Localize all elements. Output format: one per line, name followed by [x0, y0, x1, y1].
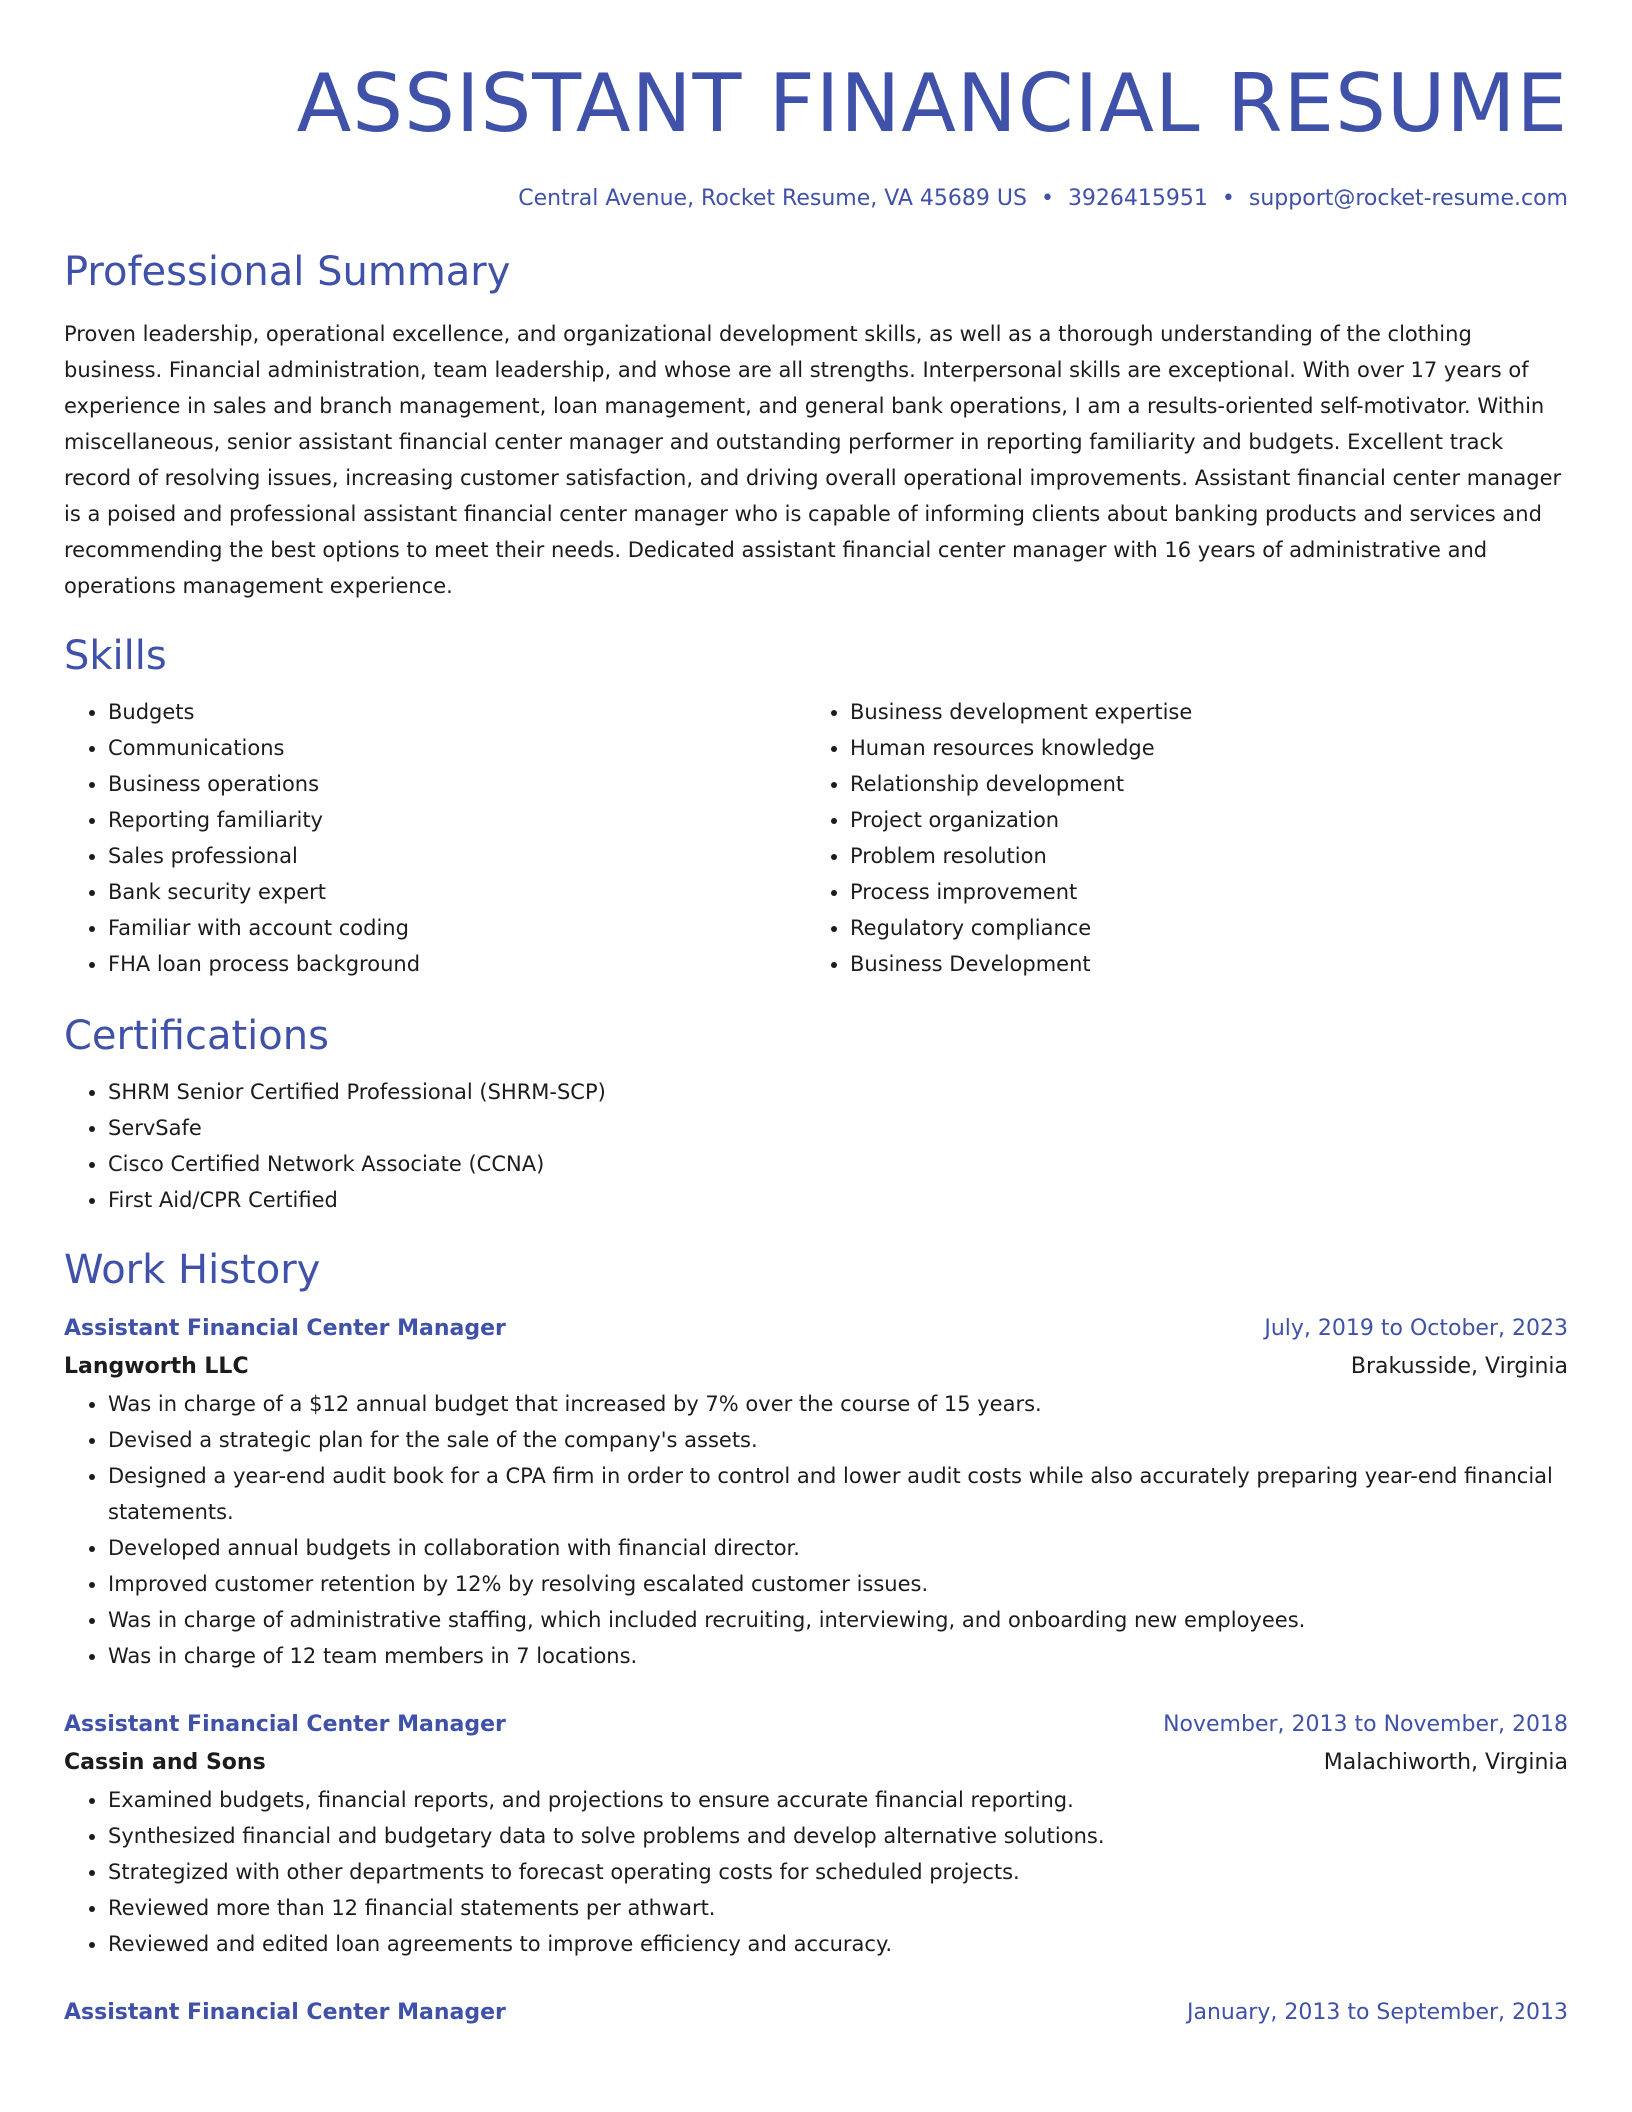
job-header	[64, 1994, 1568, 2032]
certifications-section	[64, 1010, 1568, 1218]
job-subheader	[64, 1744, 1568, 1782]
skills-section	[64, 630, 1568, 982]
skills-columns	[64, 694, 1568, 982]
certifications-heading: Certifications	[64, 1013, 329, 1059]
skill-item: • Problem resolution	[850, 838, 1548, 874]
job-title: Assistant Financial Center Manager	[64, 1316, 506, 1341]
job-bullet: • Reviewed more than 12 financial statements per athwart.	[108, 1890, 1568, 1926]
job-bullet: • Developed annual budgets in collaboration with financial director.	[108, 1530, 1568, 1566]
skill-item: • Business operations	[108, 766, 806, 802]
work-history-heading: Work History	[64, 1247, 321, 1293]
skill-item: • Process improvement	[850, 874, 1548, 910]
job-bullet: • Was in charge of administrative staffing, which included recruiting, interviewing, and onboarding new employees.	[108, 1602, 1568, 1638]
skill-item: • Bank security expert	[108, 874, 806, 910]
job-dates: January, 2013 to September, 2013	[1186, 2000, 1568, 2025]
job-bullet: • Reviewed and edited loan agreements to improve efficiency and accuracy.	[108, 1926, 1568, 1962]
job-entry	[64, 1310, 1568, 1674]
resume-title: ASSISTANT FINANCIAL RESUME	[296, 57, 1568, 150]
skill-item: • Regulatory compliance	[850, 910, 1548, 946]
skill-item: • Familiar with account coding	[108, 910, 806, 946]
skill-item: • Communications	[108, 730, 806, 766]
job-entry	[64, 1994, 1568, 2032]
job-header	[64, 1310, 1568, 1348]
job-company: Langworth LLC	[64, 1354, 249, 1379]
summary-text: Proven leadership, operational excellence, and organizational development skills, as well as a thorough understanding of the clothing business. Financial administration, team leadership, and whose are all strengths. Interpersonal skills are exceptional. With over 17 years of experience in sales and branch management, loan management, and general bank operations, I am a results-oriented self-motivator. Within miscellaneous, senior assistant financial center manager and outstanding performer in reporting familiarity and budgets. Excellent track record of resolving issues, increasing customer satisfaction, and driving overall operational improvements. Assistant financial center manager is a poised and professional assistant financial center manager who is capable of informing clients about banking products and services and recommending the best options to meet their needs. Dedicated assistant financial center manager with 16 years of administrative and operations management experience.	[64, 322, 1562, 598]
job-dates: July, 2019 to October, 2023	[1264, 1316, 1568, 1341]
skills-heading: Skills	[64, 633, 167, 679]
skills-column-left	[64, 694, 806, 982]
skill-item: • Project organization	[850, 802, 1548, 838]
resume-page	[64, 0, 1568, 2032]
job-bullet: • Designed a year-end audit book for a CPA firm in order to control and lower audit costs while also accurately preparing year-end financial statements.	[108, 1458, 1568, 1530]
summary-section	[64, 246, 1568, 604]
contact-separator: •	[1221, 186, 1235, 211]
job-bullet: • Examined budgets, financial reports, and projections to ensure accurate financial reporting.	[108, 1782, 1568, 1818]
job-location: Brakusside, Virginia	[1350, 1354, 1568, 1379]
contact-phone: 3926415951	[1067, 186, 1208, 211]
certification-item: • ServSafe	[108, 1110, 1568, 1146]
certification-item: • Cisco Certified Network Associate (CCNA)	[108, 1146, 1568, 1182]
skill-item: • Relationship development	[850, 766, 1548, 802]
job-bullet: • Strategized with other departments to forecast operating costs for scheduled projects.	[108, 1854, 1568, 1890]
certification-item: • First Aid/CPR Certified	[108, 1182, 1568, 1218]
job-subheader	[64, 1348, 1568, 1386]
contact-address: Central Avenue, Rocket Resume, VA 45689 US	[518, 186, 1027, 211]
skill-item: • Business development expertise	[850, 694, 1548, 730]
job-bullet: • Synthesized financial and budgetary data to solve problems and develop alternative solutions.	[108, 1818, 1568, 1854]
skills-column-right	[806, 694, 1548, 982]
job-bullet: • Devised a strategic plan for the sale of the company's assets.	[108, 1422, 1568, 1458]
job-title: Assistant Financial Center Manager	[64, 2000, 506, 2025]
skill-item: • Reporting familiarity	[108, 802, 806, 838]
job-entry	[64, 1706, 1568, 1962]
skill-item: • Business Development	[850, 946, 1548, 982]
skill-item: • Human resources knowledge	[850, 730, 1548, 766]
job-bullet: • Was in charge of 12 team members in 7 locations.	[108, 1638, 1568, 1674]
skill-item: • Sales professional	[108, 838, 806, 874]
summary-heading: Professional Summary	[64, 249, 511, 295]
skill-item: • FHA loan process background	[108, 946, 806, 982]
job-company: Cassin and Sons	[64, 1750, 266, 1775]
job-bullet: • Improved customer retention by 12% by resolving escalated customer issues.	[108, 1566, 1568, 1602]
job-header	[64, 1706, 1568, 1744]
work-history-section	[64, 1244, 1568, 2032]
contact-line	[64, 184, 1568, 214]
contact-separator: •	[1040, 186, 1054, 211]
certification-item: • SHRM Senior Certified Professional (SHRM-SCP)	[108, 1074, 1568, 1110]
job-bullet: • Was in charge of a $12 annual budget that increased by 7% over the course of 15 years.	[108, 1386, 1568, 1422]
job-dates: November, 2013 to November, 2018	[1163, 1712, 1568, 1737]
contact-email: support@rocket-resume.com	[1248, 186, 1568, 211]
job-title: Assistant Financial Center Manager	[64, 1712, 506, 1737]
job-location: Malachiworth, Virginia	[1323, 1750, 1568, 1775]
skill-item: • Budgets	[108, 694, 806, 730]
